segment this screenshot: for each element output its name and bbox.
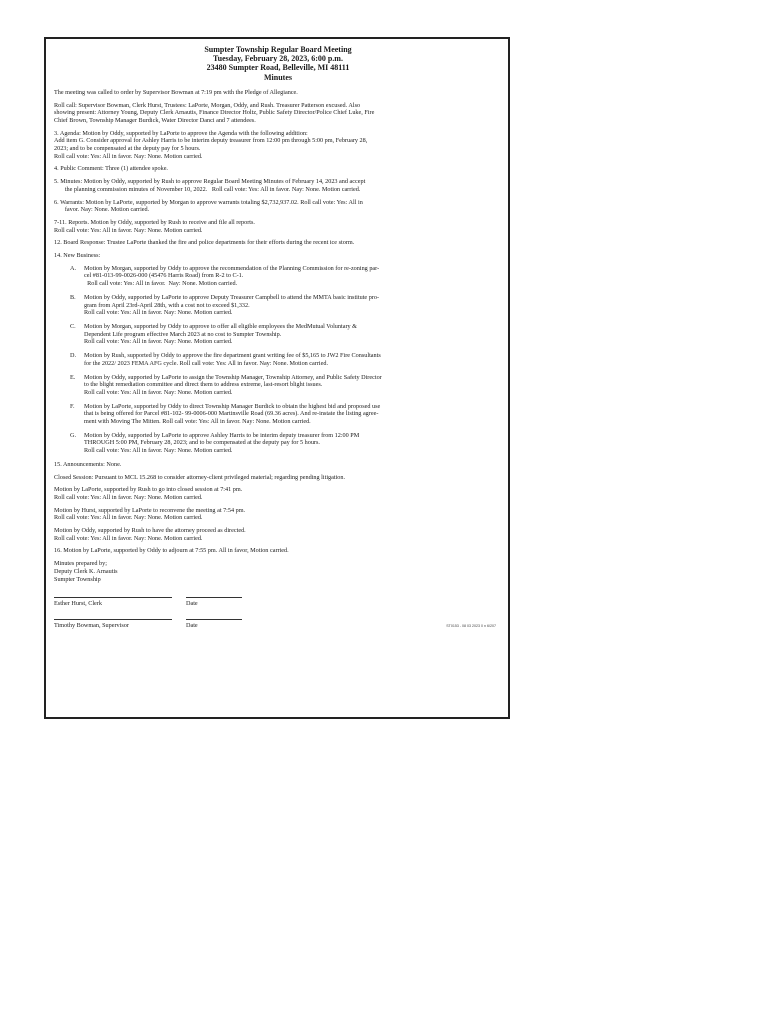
document-header — [54, 45, 502, 82]
clerk-signature-row — [54, 593, 502, 617]
new-business-item-f: F. Motion by LaPorte, supported by Oddy to direct Township Manager Burdick to obtain the highest bid and proposed use that is being offered for Parcel #81-102- 99-0006-000 Martinsville Road (69.36 acres). And re-instate the listing agree- ment with Moving The Mitten. Roll call vote: Yes: All in favor. Nay: None. Motion carried. — [70, 402, 381, 426]
minutes-document — [44, 37, 510, 719]
clerk-signature-line — [54, 597, 172, 598]
clerk-date-label: Date — [186, 600, 198, 608]
new-business-item-b: B. Motion by Oddy, supported by LaPorte to approve Deputy Treasurer Campbell to attend the MMTA basic institute pro- gram from April 23rd-April 28th, with a cost not to exceed $1,332. Roll call vote: Yes: All in favor. Nay: None. Motion carried. — [70, 293, 380, 317]
supervisor-signature-line — [54, 619, 172, 620]
meeting-title: Sumpter Township Regular Board Meeting — [204, 45, 352, 54]
meeting-address: 23480 Sumpter Road, Belleville, MI 48111 — [206, 63, 350, 73]
agenda-item: 3. Agenda: Motion by Oddy, supported by LaPorte to approve the Agenda with the following addition: Add item G. Consider approval for Ashley Harris to be interim deputy treasurer from 12:00 pm through 5:00 pm, February 28, 2023; and to be compensated at the deputy pay for 5 hours. Roll call vote: Yes: All in favor. Nay: None. Motion carried. — [54, 129, 368, 160]
reports-item: 7-11. Reports. Motion by Oddy, supported by Rush to receive and file all reports. Roll call vote: Yes: All in favor. Nay: None. Motion carried. — [54, 218, 255, 234]
clerk-name: Esther Hurst, Clerk — [54, 600, 102, 608]
meeting-date: Tuesday, February 28, 2023, 6:00 p.m. — [213, 54, 343, 64]
call-to-order: The meeting was called to order by Supervisor Bowman at 7:19 pm with the Pledge of Allegiance. — [54, 88, 298, 96]
new-business-item-d: D. Motion by Rush, supported by Oddy to approve the fire department grant writing fee of $5,165 to JW2 Fire Consultants for the 2022/ 2023 FEMA AFG cycle. Roll call vote: Yes: All in favor. Nay: None. Motion carried. — [70, 352, 381, 367]
minutes-item: 5. Minutes: Motion by Oddy, supported by Rush to approve Regular Board Meeting Minutes of February 14, 2023 and accept the planning commission minutes of November 10, 2022. Roll call vote: Yes: All in favor. Nay: None. Motion carried. — [54, 178, 366, 193]
roll-call: Roll call: Supervisor Bowman, Clerk Hurst, Trustees: LaPorte, Morgan, Oddy, and Rush. Treasurer Patterson excused. Also showing present: Attorney Young, Deputy Clerk Arnautis, Finance Director Holtz, Public Safety Director/Police Chief Luke, Fire Chief Brown, Township Manager Burdick, Water Director Danci and 7 attendees. — [54, 101, 375, 124]
supervisor-name: Timothy Bowman, Supervisor — [54, 622, 129, 630]
new-business-item-e: E. Motion by Oddy, supported by LaPorte to assign the Township Manager, Township Attorney, and Public Safety Director to the blight remediation committee and direct them to address extreme, last-resort blight issues. Roll call vote: Yes: All in favor. Nay: None. Motion carried. — [70, 373, 382, 396]
new-business-title: 14. New Business: — [54, 252, 101, 260]
clerk-date-line — [186, 597, 242, 598]
closed-session-motion: Motion by LaPorte, supported by Rush to go into closed session at 7:41 pm. Roll call vote: Yes: All in favor. Nay: None. Motion carried. — [54, 486, 243, 501]
announcements-item: 15. Announcements: None. — [54, 460, 122, 468]
supervisor-date-label: Date — [186, 622, 198, 630]
adjourn-item: 16. Motion by LaPorte, supported by Oddy to adjourn at 7:55 pm. All in favor, Motion carried. — [54, 547, 289, 555]
supervisor-date-line — [186, 619, 242, 620]
public-comment-item: 4. Public Comment: Three (1) attendee spoke. — [54, 165, 168, 173]
new-business-item-a: A. Motion by Morgan, supported by Oddy to approve the recommendation of the Planning Commission for re-zoning par- cel #81-013-99-0026-000 (45476 Harris Road) from R-2 to C-1. Roll call vote: Yes: All in favor. Nay: None. Motion carried. — [70, 264, 380, 288]
attorney-motion: Motion by Oddy, supported by Rush to have the attorney proceed as directed. Roll call vote: Yes: All in favor. Nay: None. Motion carried. — [54, 527, 246, 542]
reconvene-motion: Motion by Hurst, supported by LaPorte to reconvene the meeting at 7:54 pm. Roll call vote: Yes: All in favor. Nay: None. Motion carried. — [54, 506, 246, 522]
supervisor-signature-row — [54, 617, 502, 641]
new-business-item-c: C. Motion by Morgan, supported by Oddy to approve to offer all eligible employees the MedMutual Voluntary & Dependent Life program effective March 2023 at no cost to Sumpter Township. Roll call vote: Yes: All in favor. Nay: None. Motion carried. — [70, 322, 357, 346]
closed-session-item: Closed Session: Pursuant to MCL 15.268 to consider attorney-client privileged material; regarding pending litigation. — [54, 473, 346, 481]
prepared-by: Minutes prepared by; Deputy Clerk K. Arnautis Sumpter Township — [54, 560, 118, 583]
board-response-item: 12. Board Response: Trustee LaPorte thanked the fire and police departments for their efforts during the recent ice storm. — [54, 239, 355, 247]
warrants-item: 6. Warrants: Motion by LaPorte, supported by Morgan to approve warrants totaling $2,732,937.02. Roll call vote: Yes: All in favor. Nay: None. Motion carried. — [54, 198, 363, 214]
document-type: Minutes — [264, 72, 292, 82]
new-business-item-g: G. Motion by Oddy, supported by LaPorte to approve Ashley Harris to be interim deputy treasurer from 12:00 PM THROUGH 5:00 PM, February 28, 2023; and to be compensated at the deputy pay for 5 hours. Roll call vote: Yes: All in favor. Nay: None. Motion carried. — [70, 431, 360, 455]
document-stamp: ST0153 - 08 03 2023 0 n 6/207 — [446, 624, 496, 629]
